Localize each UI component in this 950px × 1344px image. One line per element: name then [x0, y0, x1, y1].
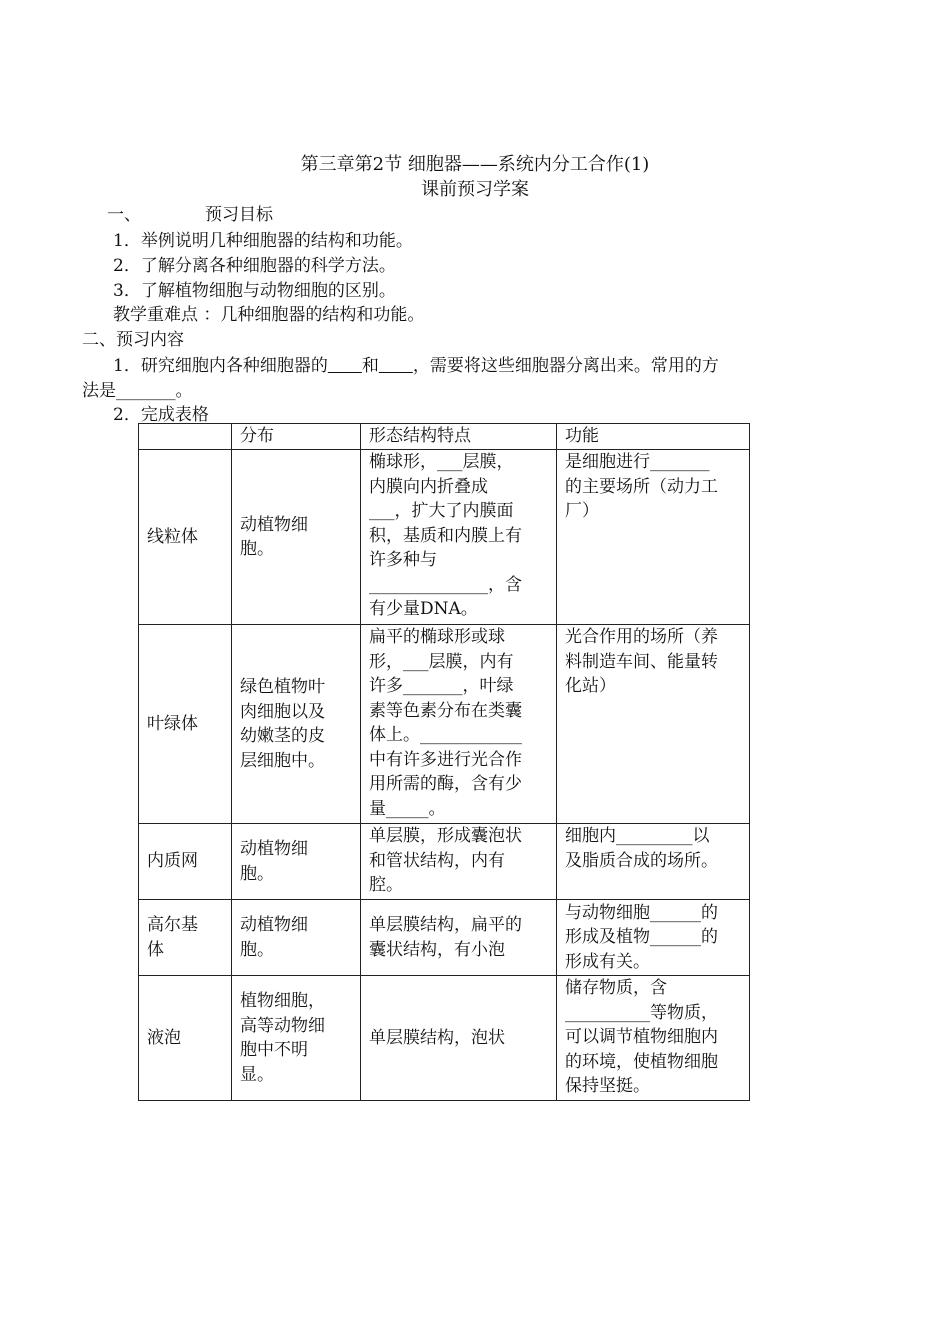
- header-cell: 形态结构特点: [361, 424, 557, 450]
- goal-3: 3．了解植物细胞与动物细胞的区别。: [113, 281, 396, 301]
- distribution-cell: 植物细胞， 高等动物细 胞中不明 显。: [232, 976, 361, 1101]
- question-1: [113, 351, 719, 376]
- table-row: [139, 625, 750, 824]
- distribution-cell: 动植物细 胞。: [232, 450, 361, 625]
- header-cell: 功能: [557, 424, 750, 450]
- key-point: 教学重难点 ：几种细胞器的结构和功能。: [113, 305, 425, 325]
- question-1-part1: 1．研究细胞内各种细胞器的: [113, 356, 328, 376]
- header-cell: [139, 424, 232, 450]
- function-cell: 与动物细胞______的 形成及植物______的 形成有关。: [557, 900, 750, 976]
- question-2: 2．完成表格: [113, 405, 209, 425]
- goal-2: 2．了解分离各种细胞器的科学方法。: [113, 256, 396, 276]
- organelle-name: 线粒体: [139, 450, 232, 625]
- table-row: [139, 900, 750, 976]
- function-cell: 光合作用的场所（养 料制造车间、能量转 化站）: [557, 625, 750, 824]
- blank-2: [379, 356, 413, 376]
- organelle-name: 高尔基 体: [139, 900, 232, 976]
- table-row: [139, 976, 750, 1101]
- section1-heading: 预习目标: [205, 205, 273, 225]
- header-cell: 分布: [232, 424, 361, 450]
- question-1-part2: ，需要将这些细胞器分离出来。常用的方: [412, 356, 719, 376]
- table-row: [139, 824, 750, 900]
- organelle-table: [138, 423, 750, 1101]
- section2-heading: 二、预习内容: [82, 330, 184, 350]
- structure-cell: 单层膜结构，泡状: [361, 976, 557, 1101]
- organelle-name: 叶绿体: [139, 625, 232, 824]
- distribution-cell: 绿色植物叶 肉细胞以及 幼嫩茎的皮 层细胞中。: [232, 625, 361, 824]
- distribution-cell: 动植物细 胞。: [232, 900, 361, 976]
- structure-cell: 单层膜结构，扁平的 囊状结构，有小泡: [361, 900, 557, 976]
- page-title: 第三章第2节 细胞器——系统内分工合作(1): [300, 154, 650, 175]
- table-row: [139, 450, 750, 625]
- goal-1: 1．举例说明几种细胞器的结构和功能。: [113, 231, 413, 251]
- table-header-row: [139, 424, 750, 450]
- structure-cell: 单层膜，形成囊泡状 和管状结构，内有 腔。: [361, 824, 557, 900]
- page-subtitle: 课前预习学案: [421, 179, 529, 200]
- blank-1: [328, 356, 362, 376]
- function-cell: 细胞内_________以 及脂质合成的场所。: [557, 824, 750, 900]
- organelle-name: 内质网: [139, 824, 232, 900]
- function-cell: 是细胞进行_______ 的主要场所（动力工 厂）: [557, 450, 750, 625]
- question-1-and: 和: [361, 356, 379, 376]
- function-cell: 储存物质，含 __________等物质， 可以调节植物细胞内 的环境，使植物细胞 保持坚挺。: [557, 976, 750, 1101]
- organelle-name: 液泡: [139, 976, 232, 1101]
- structure-cell: 椭球形，___层膜， 内膜向内折叠成 ___，扩大了内膜面 积，基质和内膜上有 许多种与 ______________，含 有少量DNA。: [361, 450, 557, 625]
- section1-number: 一、: [107, 205, 141, 225]
- question-1-line2: 法是_______。: [82, 381, 193, 401]
- structure-cell: 扁平的椭球形或球 形，___层膜，内有 许多_______，叶绿 素等色素分布在类囊 体上。____________ 中有许多进行光合作 用所需的酶，含有少 量_____。: [361, 625, 557, 824]
- distribution-cell: 动植物细 胞。: [232, 824, 361, 900]
